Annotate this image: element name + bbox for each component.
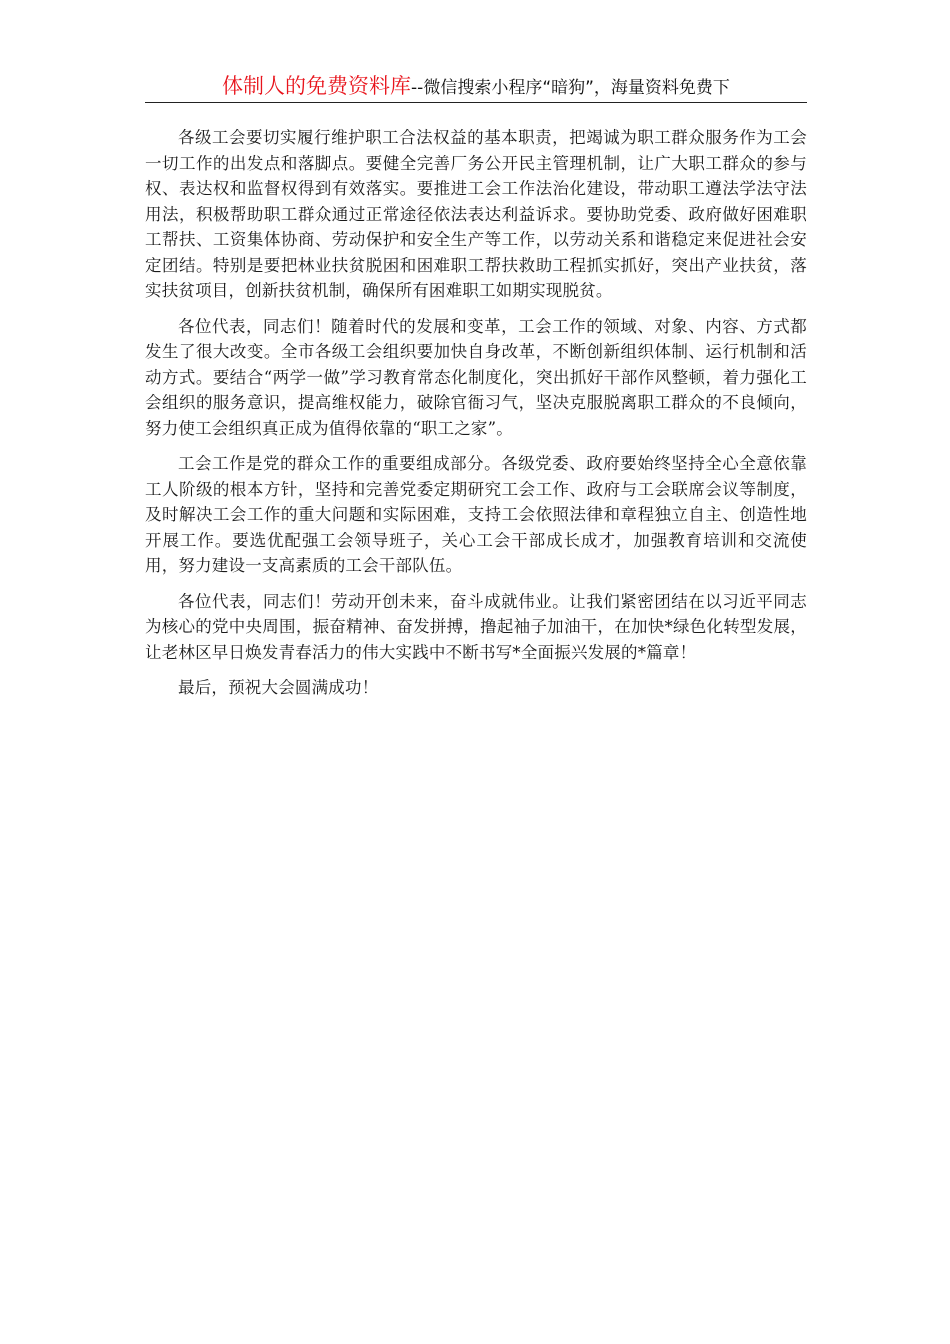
header-tagline: --微信搜索小程序“暗狗”，海量资料免费下 xyxy=(411,78,730,98)
paragraph: 各位代表，同志们！劳动开创未来，奋斗成就伟业。让我们紧密团结在以习近平同志为核心的党中央周围，振奋精神、奋发拼搏，撸起袖子加油干，在加快*绿色化转型发展，让老林区早日焕发青春活力的伟大实践中不断书写*全面振兴发展的*篇章！ xyxy=(145,591,807,662)
paragraph: 工会工作是党的群众工作的重要组成部分。各级党委、政府要始终坚持全心全意依靠工人阶级的根本方针，坚持和完善党委定期研究工会工作、政府与工会联席会议等制度，及时解决工会工作的重大问题和实际困难，支持工会依照法律和章程独立自主、创造性地开展工作。要选优配强工会领导班子，关心工会干部成长成才，加强教育培训和交流使用，努力建设一支高素质的工会干部队伍。 xyxy=(145,454,807,575)
paragraph: 各级工会要切实履行维护职工合法权益的基本职责，把竭诚为职工群众服务作为工会一切工作的出发点和落脚点。要健全完善厂务公开民主管理机制，让广大职工群众的参与权、表达权和监督权得到有效落实。要推进工会工作法治化建设，带动职工遵法学法守法用法，积极帮助职工群众通过正常途径依法表达利益诉求。要协助党委、政府做好困难职工帮扶、工资集体协商、劳动保护和安全生产等工作，以劳动关系和谐稳定来促进社会安定团结。特别是要把林业扶贫脱困和困难职工帮扶救助工程抓实抓好，突出产业扶贫，落实扶贫项目，创新扶贫机制，确保所有困难职工如期实现脱贫。 xyxy=(145,128,807,300)
paragraph: 最后，预祝大会圆满成功！ xyxy=(178,678,379,697)
page-header xyxy=(145,70,807,103)
paragraph: 各位代表，同志们！随着时代的发展和变革，工会工作的领域、对象、内容、方式都发生了很大改变。全市各级工会组织要加快自身改革，不断创新组织体制、运行机制和活动方式。要结合“两学一做”学习教育常态化制度化，突出抓好干部作风整顿，着力强化工会组织的服务意识，提高维权能力，破除官衙习气，坚决克服脱离职工群众的不良倾向，努力使工会组织真正成为值得依靠的“职工之家”。 xyxy=(145,316,807,438)
document-body xyxy=(145,125,807,711)
header-brand: 体制人的免费资料库 xyxy=(222,74,412,98)
